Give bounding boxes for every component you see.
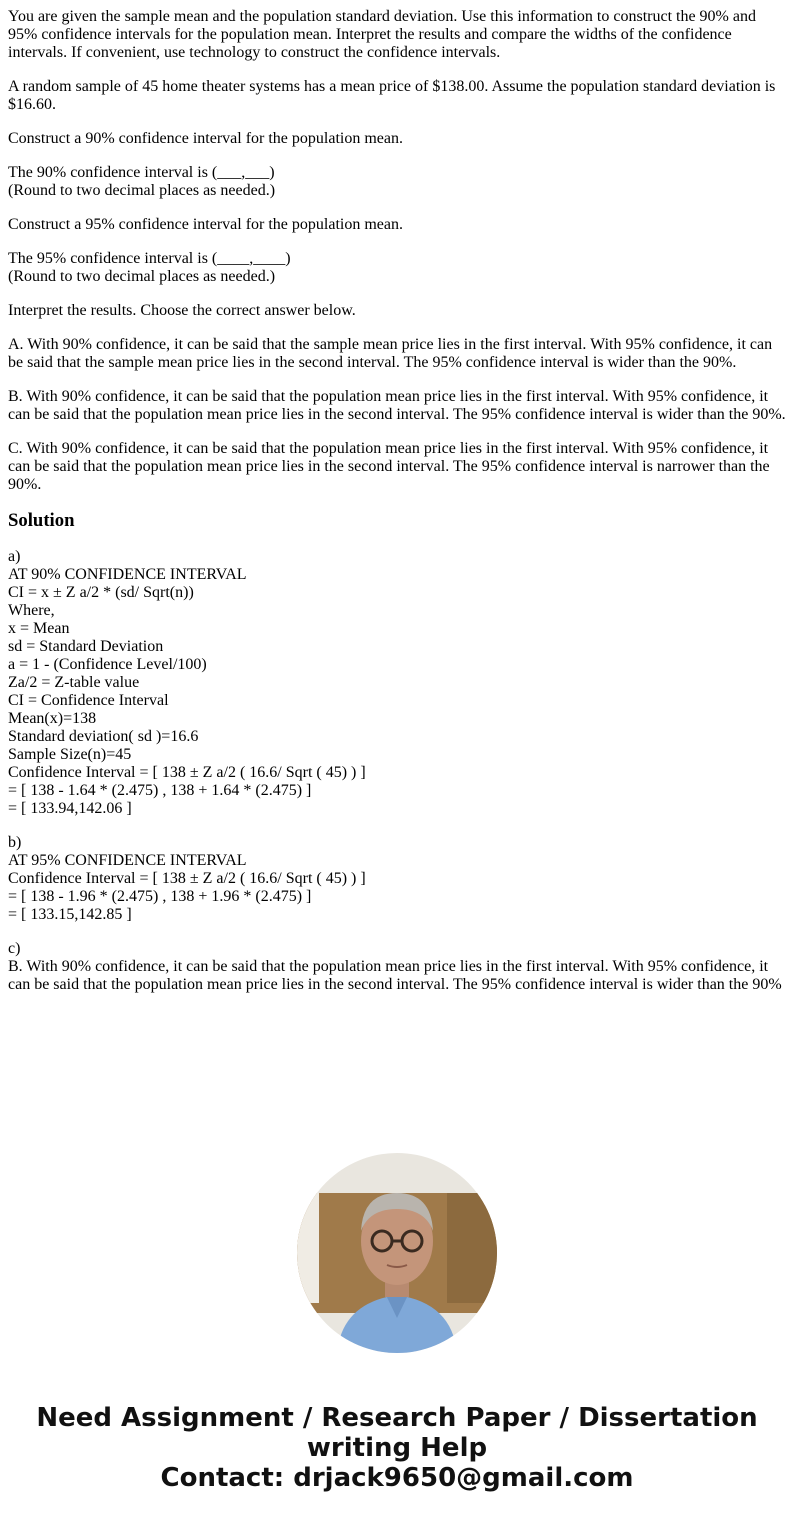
part1-prompt: Construct a 90% confidence interval for the population mean. — [8, 130, 403, 147]
solution-part-c — [8, 940, 788, 994]
solution-line: a = 1 - (Confidence Level/100) — [8, 656, 207, 673]
part2-answer: The 95% confidence interval is (____,____) — [8, 250, 291, 267]
solution-line: c) — [8, 940, 21, 957]
promo-line-2: writing Help — [306, 1433, 488, 1463]
solution-line: = [ 133.94,142.06 ] — [8, 800, 132, 817]
part1-answer-block — [8, 164, 788, 200]
tutor-portrait-icon — [297, 1153, 497, 1353]
solution-line: AT 90% CONFIDENCE INTERVAL — [8, 566, 247, 583]
solution-line: b) — [8, 834, 22, 851]
solution-line: Mean(x)=138 — [8, 710, 97, 727]
part1-answer: The 90% confidence interval is (___,___) — [8, 164, 275, 181]
solution-line: a) — [8, 548, 21, 565]
question-intro: You are given the sample mean and the population standard deviation. Use this information to construct the 90% and 95% confidence intervals for the population mean. Interpret the results and compare the widths of the confidence intervals. If convenient, use technology to construct the confidence intervals. — [8, 8, 756, 61]
solution-line: CI = x ± Z a/2 * (sd/ Sqrt(n)) — [8, 584, 194, 601]
solution-line: Sample Size(n)=45 — [8, 746, 132, 763]
solution-line: = [ 138 - 1.64 * (2.475) , 138 + 1.64 * (2.475) ] — [8, 782, 312, 799]
option-a: A. With 90% confidence, it can be said that the sample mean price lies in the first interval. With 95% confidence, it can be said that the sample mean price lies in the second interval. The 95% confidence interval is wider than the 90%. — [8, 336, 773, 371]
solution-part-b — [8, 834, 788, 924]
solution-part-a — [8, 548, 788, 818]
solution-line: x = Mean — [8, 620, 70, 637]
solution-line: = [ 133.15,142.85 ] — [8, 906, 132, 923]
option-b: B. With 90% confidence, it can be said that the population mean price lies in the first interval. With 95% confidence, it can be said that the population mean price lies in the second interval. The 95% confidence interval is wider than the 90%. — [8, 388, 786, 423]
solution-line: sd = Standard Deviation — [8, 638, 164, 655]
solution-line: Za/2 = Z-table value — [8, 674, 140, 691]
solution-line: Confidence Interval = [ 138 ± Z a/2 ( 16.6/ Sqrt ( 45) ) ] — [8, 870, 366, 887]
promo-line-1: Need Assignment / Research Paper / Dissertation — [36, 1403, 758, 1433]
solution-heading: Solution — [8, 510, 75, 531]
part2-prompt: Construct a 95% confidence interval for the population mean. — [8, 216, 403, 233]
solution-line: AT 95% CONFIDENCE INTERVAL — [8, 852, 247, 869]
solution-line: CI = Confidence Interval — [8, 692, 169, 709]
solution-line: Confidence Interval = [ 138 ± Z a/2 ( 16.6/ Sqrt ( 45) ) ] — [8, 764, 366, 781]
tutor-avatar — [297, 1153, 497, 1353]
solution-line: Where, — [8, 602, 55, 619]
solution-line: = [ 138 - 1.96 * (2.475) , 138 + 1.96 * (2.475) ] — [8, 888, 312, 905]
part2-answer-block — [8, 250, 788, 286]
question-scenario: A random sample of 45 home theater systems has a mean price of $138.00. Assume the population standard deviation is $16.60. — [8, 78, 776, 113]
promo-banner — [0, 1403, 794, 1493]
document-body — [8, 8, 788, 1010]
part1-rounding-note: (Round to two decimal places as needed.) — [8, 182, 276, 199]
part2-rounding-note: (Round to two decimal places as needed.) — [8, 268, 276, 285]
option-c: C. With 90% confidence, it can be said that the population mean price lies in the first interval. With 95% confidence, it can be said that the population mean price lies in the second interval. The 95% confidence interval is narrower than the 90%. — [8, 440, 770, 493]
solution-line: Standard deviation( sd )=16.6 — [8, 728, 199, 745]
promo-contact: Contact: drjack9650@gmail.com — [160, 1463, 634, 1493]
solution-line: B. With 90% confidence, it can be said that the population mean price lies in the first interval. With 95% confidence, it can be said that the population mean price lies in the second interval. The 95% confidence interval is wider than the 90% — [8, 958, 782, 993]
interpret-prompt: Interpret the results. Choose the correct answer below. — [8, 302, 356, 319]
